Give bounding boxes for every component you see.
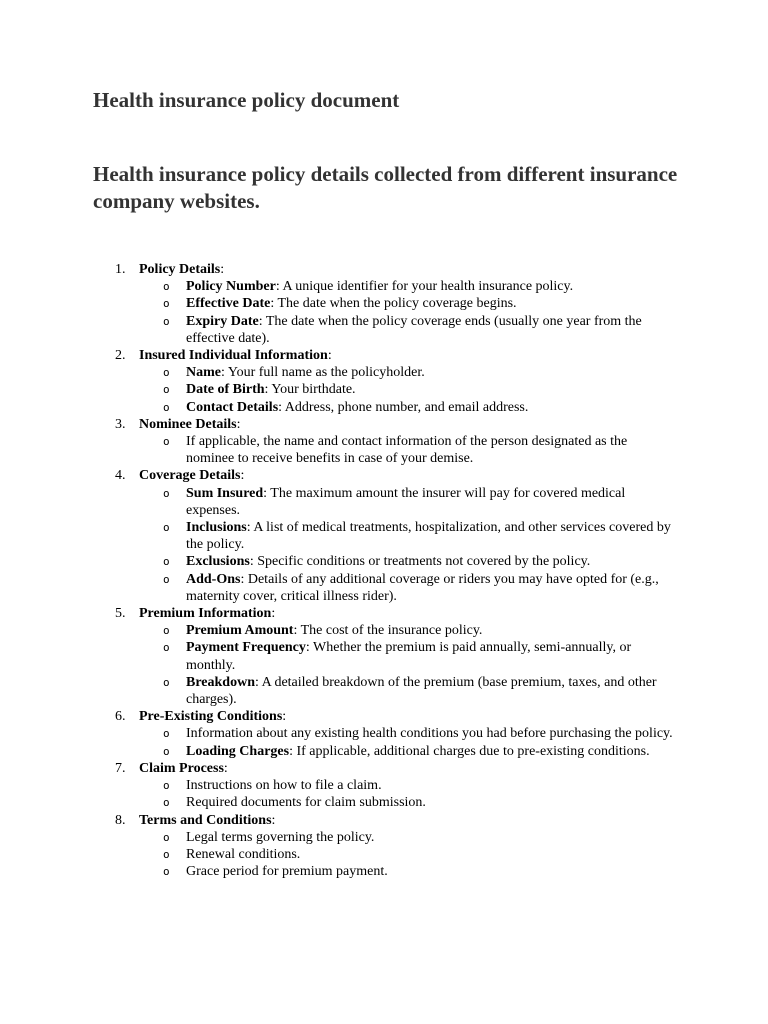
list-item-text: : Whether the premium is paid annually, semi-annually, or monthly.: [186, 640, 632, 673]
circle-bullet-icon: o: [163, 383, 170, 397]
section-title: Premium Information: [139, 606, 272, 622]
list-item-text: Legal terms governing the policy.: [186, 829, 375, 845]
list-item: [0, 777, 676, 794]
list-item-term: Sum Insured: [186, 485, 264, 501]
section-heading: [0, 760, 768, 777]
circle-bullet-icon: o: [163, 796, 170, 810]
section-title: Coverage Details: [139, 468, 241, 484]
circle-bullet-icon: o: [163, 727, 170, 741]
list-item-term: Expiry Date: [186, 313, 259, 329]
list-item-text: : Your birthdate.: [264, 382, 356, 398]
list-item-term: Breakdown: [186, 674, 255, 690]
list-item: [0, 829, 676, 846]
list-item-text: If applicable, the name and contact information of the person designated as the nominee to receive benefits in case of your demise.: [186, 434, 628, 467]
list-item: [0, 743, 676, 760]
circle-bullet-icon: o: [163, 744, 170, 758]
section-title-colon: :: [282, 709, 287, 725]
circle-bullet-icon: o: [163, 624, 170, 638]
list-item: [0, 381, 676, 398]
section-title: Claim Process: [139, 760, 224, 776]
section-title: Policy Details: [139, 262, 221, 277]
section-sublist: [0, 278, 768, 347]
list-item-term: Premium Amount: [186, 623, 294, 639]
list-item-text: : A unique identifier for your health insurance policy.: [275, 279, 574, 295]
section-sublist: [0, 725, 768, 759]
section-title-colon: :: [327, 348, 332, 364]
document-subtitle: Health insurance policy details collected from different insurance company websites.: [93, 162, 678, 213]
circle-bullet-icon: o: [163, 314, 170, 328]
list-item: [0, 364, 676, 381]
section-title-colon: :: [271, 812, 276, 828]
list-item-term: Loading Charges: [186, 743, 290, 759]
list-item-term: Payment Frequency: [186, 640, 306, 656]
list-item: [0, 725, 676, 742]
list-item-text: : The maximum amount the insurer will pay for covered medical expenses.: [186, 485, 626, 518]
circle-bullet-icon: o: [163, 297, 170, 311]
circle-bullet-icon: o: [163, 675, 170, 689]
list-item-text: : If applicable, additional charges due to pre-existing conditions.: [289, 743, 650, 759]
circle-bullet-icon: o: [163, 641, 170, 655]
section-number: 8.: [115, 812, 126, 828]
section-sublist: [0, 433, 768, 467]
list-item: [0, 313, 676, 347]
section-sublist: [0, 777, 768, 811]
circle-bullet-icon: o: [163, 486, 170, 500]
section-number: 6.: [115, 709, 126, 725]
section-heading: [0, 708, 768, 725]
list-item-text: : Address, phone number, and email address.: [278, 399, 529, 415]
circle-bullet-icon: o: [163, 366, 170, 380]
list-item-text: Required documents for claim submission.: [186, 795, 426, 811]
list-item-text: : Specific conditions or treatments not covered by the policy.: [249, 554, 591, 570]
circle-bullet-icon: o: [163, 280, 170, 294]
list-item: [0, 433, 676, 467]
policy-details-list: [0, 261, 768, 880]
section-title: Nominee Details: [139, 416, 237, 432]
circle-bullet-icon: o: [163, 400, 170, 414]
list-item-text: : The date when the policy coverage ends (usually one year from the effective date).: [186, 313, 642, 346]
circle-bullet-icon: o: [163, 865, 170, 879]
section-title: Terms and Conditions: [139, 812, 272, 828]
section-item: [0, 708, 768, 760]
circle-bullet-icon: o: [163, 572, 170, 586]
section-title-colon: :: [220, 262, 225, 277]
list-item-term: Name: [186, 365, 221, 381]
circle-bullet-icon: o: [163, 830, 170, 844]
list-item: [0, 485, 676, 519]
list-item: [0, 295, 676, 312]
list-item-term: Contact Details: [186, 399, 279, 415]
list-item-text: Information about any existing health conditions you had before purchasing the policy.: [186, 726, 673, 742]
list-item-text: Grace period for premium payment.: [186, 864, 388, 880]
section-title: Pre-Existing Conditions: [139, 709, 283, 725]
section-heading: [0, 347, 768, 364]
list-item: [0, 846, 676, 863]
list-item-term: Policy Number: [186, 279, 276, 295]
list-item: [0, 399, 676, 416]
section-number: 7.: [115, 760, 126, 776]
list-item-text: : A list of medical treatments, hospitalization, and other services covered by the policy.: [186, 520, 671, 553]
section-title-colon: :: [271, 606, 276, 622]
section-heading: [0, 416, 768, 433]
circle-bullet-icon: o: [163, 847, 170, 861]
section-sublist: [0, 829, 768, 881]
list-item: [0, 674, 676, 708]
list-item: [0, 863, 676, 880]
section-item: [0, 812, 768, 881]
section-heading: [0, 812, 768, 829]
list-item: [0, 639, 676, 673]
list-item: [0, 622, 676, 639]
circle-bullet-icon: o: [163, 521, 170, 535]
section-title: Insured Individual Information: [139, 348, 328, 364]
list-item-text: Instructions on how to file a claim.: [186, 778, 382, 794]
section-heading: [0, 605, 768, 622]
list-item-term: Effective Date: [186, 296, 271, 312]
list-item-term: Exclusions: [186, 554, 250, 570]
section-title-colon: :: [236, 416, 241, 432]
list-item-text: : The cost of the insurance policy.: [293, 623, 483, 639]
list-item-text: : Details of any additional coverage or riders you may have opted for (e.g., maternity cover, critical illness rider).: [186, 571, 659, 604]
section-sublist: [0, 622, 768, 708]
list-item: [0, 794, 676, 811]
section-sublist: [0, 485, 768, 605]
list-item-term: Date of Birth: [186, 382, 265, 398]
list-item-text: : A detailed breakdown of the premium (base premium, taxes, and other charges).: [186, 674, 657, 708]
section-item: [0, 760, 768, 812]
list-item: [0, 278, 676, 295]
section-heading: [0, 467, 768, 484]
section-title-colon: :: [223, 760, 228, 776]
list-item-term: Inclusions: [186, 520, 247, 536]
list-item-text: : Your full name as the policyholder.: [221, 365, 425, 381]
circle-bullet-icon: o: [163, 435, 170, 449]
list-item-term: Add-Ons: [186, 571, 241, 587]
circle-bullet-icon: o: [163, 555, 170, 569]
section-number: 5.: [115, 606, 126, 622]
list-item-text: Renewal conditions.: [186, 846, 301, 862]
section-heading: [0, 261, 768, 278]
document-title: Health insurance policy document: [93, 88, 400, 112]
list-item-text: : The date when the policy coverage begins.: [270, 296, 517, 312]
list-item: [0, 519, 676, 553]
section-sublist: [0, 364, 768, 416]
list-item: [0, 553, 676, 570]
section-item: [0, 347, 768, 416]
section-title-colon: :: [240, 468, 245, 484]
section-item: [0, 416, 768, 468]
list-item: [0, 571, 676, 605]
section-item: [0, 605, 768, 708]
section-item: [0, 261, 768, 347]
section-item: [0, 467, 768, 605]
section-number: 3.: [115, 416, 126, 432]
section-number: 2.: [115, 348, 126, 364]
section-number: 1.: [115, 262, 126, 277]
circle-bullet-icon: o: [163, 779, 170, 793]
section-number: 4.: [115, 468, 126, 484]
